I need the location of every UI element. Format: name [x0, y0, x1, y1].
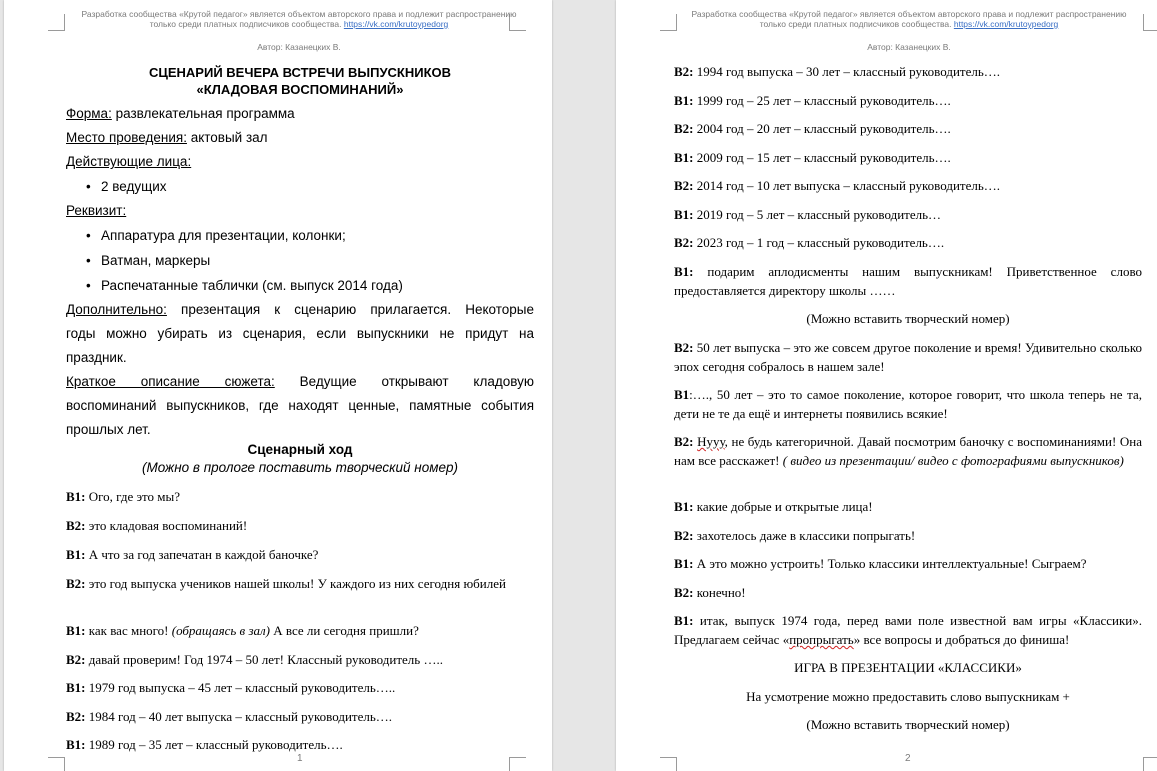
dialogue-text: 2023 год – 1 год – классный руководитель…. — [693, 235, 945, 250]
extra-text: презентация к сценарию прилагается. Некоторые — [166, 302, 534, 317]
dialogue-line — [66, 707, 536, 726]
speaker-label: В2: — [674, 235, 694, 250]
speaker-label: В2: — [66, 518, 86, 533]
dialogue-text: конечно! — [693, 585, 746, 600]
dialogue-line — [674, 583, 1142, 602]
extra-line-3: праздник. — [66, 350, 127, 365]
dialogue-line — [674, 497, 1142, 516]
document-page-1 — [4, 0, 552, 771]
dialogue-line — [674, 338, 1142, 376]
speaker-label: В2: — [674, 434, 694, 449]
list-item: • Ватман, маркеры — [66, 248, 534, 273]
extra-line-2: годы можно убирать из сценария, если выпускники не придут на — [66, 326, 534, 341]
speaker-label: В1: — [674, 150, 694, 165]
page-margin-mark — [660, 757, 677, 771]
dialogue-line — [674, 432, 1142, 470]
page-margin-mark — [1143, 757, 1157, 771]
dialogue-text: 2004 год – 20 лет – классный руководитель…. — [693, 121, 951, 136]
dialogue-text: это кладовая воспоминаний! — [85, 518, 248, 533]
dialogue-line — [674, 205, 1142, 224]
title-line-2: «КЛАДОВАЯ ВОСПОМИНАНИЙ» — [196, 82, 404, 97]
speaker-label: В2: — [674, 178, 694, 193]
list-item: • Аппаратура для презентации, колонки; — [66, 223, 534, 248]
speaker-label: В1: — [674, 556, 694, 571]
speaker-label: В1: — [66, 547, 86, 562]
form-value: развлекательная программа — [111, 106, 295, 121]
discretion-note: На усмотрение можно предоставить слово выпускникам + — [746, 689, 1070, 704]
plot-line-1 — [66, 370, 534, 394]
dialogue-line — [66, 650, 536, 669]
dialogue-text: А что за год запечатан в каждой баночке? — [85, 547, 319, 562]
plot-line-2: воспоминаний выпускников, где находят ценные, памятные события — [66, 398, 534, 413]
copyright-header — [672, 9, 1146, 29]
dialogue-line — [674, 148, 1142, 167]
plot-line-3: прошлых лет. — [66, 422, 151, 437]
copyright-line-1: Разработка сообщества «Крутой педагог» является объектом авторского права и подлежит распространению — [691, 9, 1127, 19]
dialogue-line — [66, 545, 536, 564]
speaker-label: В1 — [674, 387, 690, 402]
dialogue-line — [674, 611, 1142, 649]
props-line — [66, 199, 534, 223]
game-title: ИГРА В ПРЕЗЕНТАЦИИ «КЛАССИКИ» — [794, 660, 1022, 675]
speaker-label: В1: — [66, 737, 86, 752]
dialogue-text: Ого, где это мы? — [85, 489, 181, 504]
scenario-details — [66, 102, 534, 442]
dialogue-text: 2014 год – 10 лет выпуска – классный руководитель…. — [693, 178, 1001, 193]
dialogue-text: как вас много! — [85, 623, 172, 638]
dialogue-text: А все ли сегодня пришли? — [270, 623, 419, 638]
speaker-label: В1: — [66, 489, 86, 504]
dialogue-line — [674, 526, 1142, 545]
page-margin-mark — [48, 757, 65, 771]
dialogue-line — [674, 91, 1142, 110]
form-label: Форма: — [66, 106, 112, 121]
copyright-line-2 — [64, 19, 534, 29]
characters-label: Действующие лица: — [66, 154, 192, 169]
dialogue-text: 1994 год выпуска – 30 лет – классный руководитель…. — [693, 64, 1001, 79]
dialogue-text: захотелось даже в классики попрыгать! — [693, 528, 916, 543]
dialogue-text: это год выпуска учеников нашей школы! У каждого из них сегодня юбилей — [85, 576, 506, 591]
characters-list — [66, 174, 534, 199]
copyright-header — [64, 9, 534, 29]
speaker-label: В2: — [674, 340, 694, 355]
community-link[interactable]: https://vk.com/krutoypedorg — [953, 19, 1059, 29]
extra-line-1 — [66, 298, 534, 322]
characters-line — [66, 150, 534, 174]
dialogue-text: 1989 год – 35 лет – классный руководитель…. — [85, 737, 343, 752]
speaker-label: В1: — [674, 499, 694, 514]
dialogue-line — [674, 262, 1142, 300]
props-label: Реквизит: — [66, 203, 127, 218]
dialogue-text: 1979 год выпуска – 45 лет – классный руководитель….. — [85, 680, 396, 695]
misspelled-word: пропрыгать — [789, 632, 854, 647]
community-link[interactable]: https://vk.com/krutoypedorg — [343, 19, 449, 29]
speaker-label: В2: — [674, 585, 694, 600]
document-page-2 — [616, 0, 1157, 771]
creative-number-note: (Можно вставить творческий номер) — [806, 717, 1010, 732]
page-margin-mark — [48, 14, 65, 31]
speaker-label: В2: — [66, 709, 86, 724]
dialogue-text: давай проверим! Год 1974 – 50 лет! Классный руководитель ….. — [85, 652, 443, 667]
plot-label: Краткое описание сюжета: — [66, 374, 275, 389]
copyright-text: только среди платных подписчиков сообщества. — [149, 19, 342, 29]
speaker-label: В1: — [674, 93, 694, 108]
speaker-label: В1: — [66, 623, 86, 638]
dialogue-text: 50 лет выпуска – это же совсем другое поколение и время! Удивительно сколько эпох сегодня собралось в нашем зале! — [674, 340, 1142, 374]
misspelled-word: Нууу — [697, 434, 725, 449]
page-margin-mark — [509, 757, 526, 771]
speaker-label: В1: — [674, 264, 694, 279]
speaker-label: В2: — [674, 64, 694, 79]
dialogue-text: 2019 год – 5 лет – классный руководитель… — [693, 207, 942, 222]
dialogue-line — [674, 176, 1142, 195]
copyright-line-2 — [672, 19, 1146, 29]
speaker-label: В1: — [66, 680, 86, 695]
dialogue-text: какие добрые и открытые лица! — [693, 499, 873, 514]
author-line: Автор: Казанецких В. — [257, 42, 341, 52]
dialogue-text: подарим аплодисменты нашим выпускникам! Приветственное слово предоставляется директору школы …… — [674, 264, 1142, 298]
place-label: Место проведения: — [66, 130, 187, 145]
list-item: • Распечатанные таблички (см. выпуск 2014 года) — [66, 273, 534, 298]
dialogue-line — [66, 574, 536, 593]
dialogue-text: , не будь категоричной. Давай посмотрим баночку с воспоминаниями! Она нам все расскажет! — [674, 434, 1143, 468]
dialogue-text: » все вопросы и добраться до финиша! — [853, 632, 1070, 647]
document-title — [66, 64, 534, 98]
dialogue-line — [674, 554, 1142, 573]
dialogue-line — [674, 119, 1142, 138]
dialogue-line — [674, 62, 1142, 81]
copyright-text: только среди платных подписчиков сообщества. — [759, 19, 952, 29]
dialogue-text: А это можно устроить! Только классики интеллектуальные! Сыграем? — [693, 556, 1087, 571]
speaker-label: В2: — [66, 576, 86, 591]
dialogue-text: :…., 50 лет – это то самое поколение, которое говорит, что школа теперь не та, дети не те да ещё и интернеты появились всякие! — [674, 387, 1142, 421]
dialogue-text: 1984 год – 40 лет выпуска – классный руководитель…. — [85, 709, 393, 724]
plot-text: Ведущие открывают кладовую — [274, 374, 534, 389]
page-number: 1 — [297, 753, 303, 764]
speaker-label: В2: — [674, 528, 694, 543]
list-item: • 2 ведущих — [66, 174, 534, 199]
place-value: актовый зал — [186, 130, 268, 145]
author-line: Автор: Казанецких В. — [867, 42, 951, 52]
dialogue-line — [66, 621, 536, 640]
props-list — [66, 223, 534, 298]
dialogue-line — [674, 233, 1142, 252]
dialogue-text: 1999 год – 25 лет – классный руководитель…. — [693, 93, 951, 108]
speaker-label: В1: — [674, 207, 694, 222]
speaker-label: В2: — [674, 121, 694, 136]
extra-label: Дополнительно: — [66, 302, 167, 317]
dialogue-line — [66, 678, 536, 697]
dialogue-line — [674, 385, 1142, 423]
speaker-label: В2: — [66, 652, 86, 667]
stage-direction: ( видео из презентации/ видео с фотографиями выпускников) — [782, 453, 1124, 468]
place-line — [66, 126, 534, 150]
dialogue-line — [66, 487, 536, 506]
dialogue-text: 2009 год – 15 лет – классный руководитель…. — [693, 150, 951, 165]
section-note: (Можно в прологе поставить творческий номер) — [141, 460, 459, 475]
speaker-label: В1: — [674, 613, 694, 628]
page-number: 2 — [905, 753, 911, 764]
dialogue-line — [66, 735, 536, 754]
dialogue-line — [66, 516, 536, 535]
form-line — [66, 102, 534, 126]
creative-number-note: (Можно вставить творческий номер) — [806, 311, 1010, 326]
section-title: Сценарный ход — [247, 442, 353, 457]
copyright-line-1: Разработка сообщества «Крутой педагог» является объектом авторского права и подлежит распространению — [81, 9, 517, 19]
title-line-1: СЦЕНАРИЙ ВЕЧЕРА ВСТРЕЧИ ВЫПУСКНИКОВ — [148, 65, 452, 80]
dialogue-text: итак, выпуск 1974 года, перед вами поле известной вам игры «Классики». Предлагаем сейчас « — [674, 613, 1142, 647]
stage-direction: (обращаясь в зал) — [171, 623, 271, 638]
